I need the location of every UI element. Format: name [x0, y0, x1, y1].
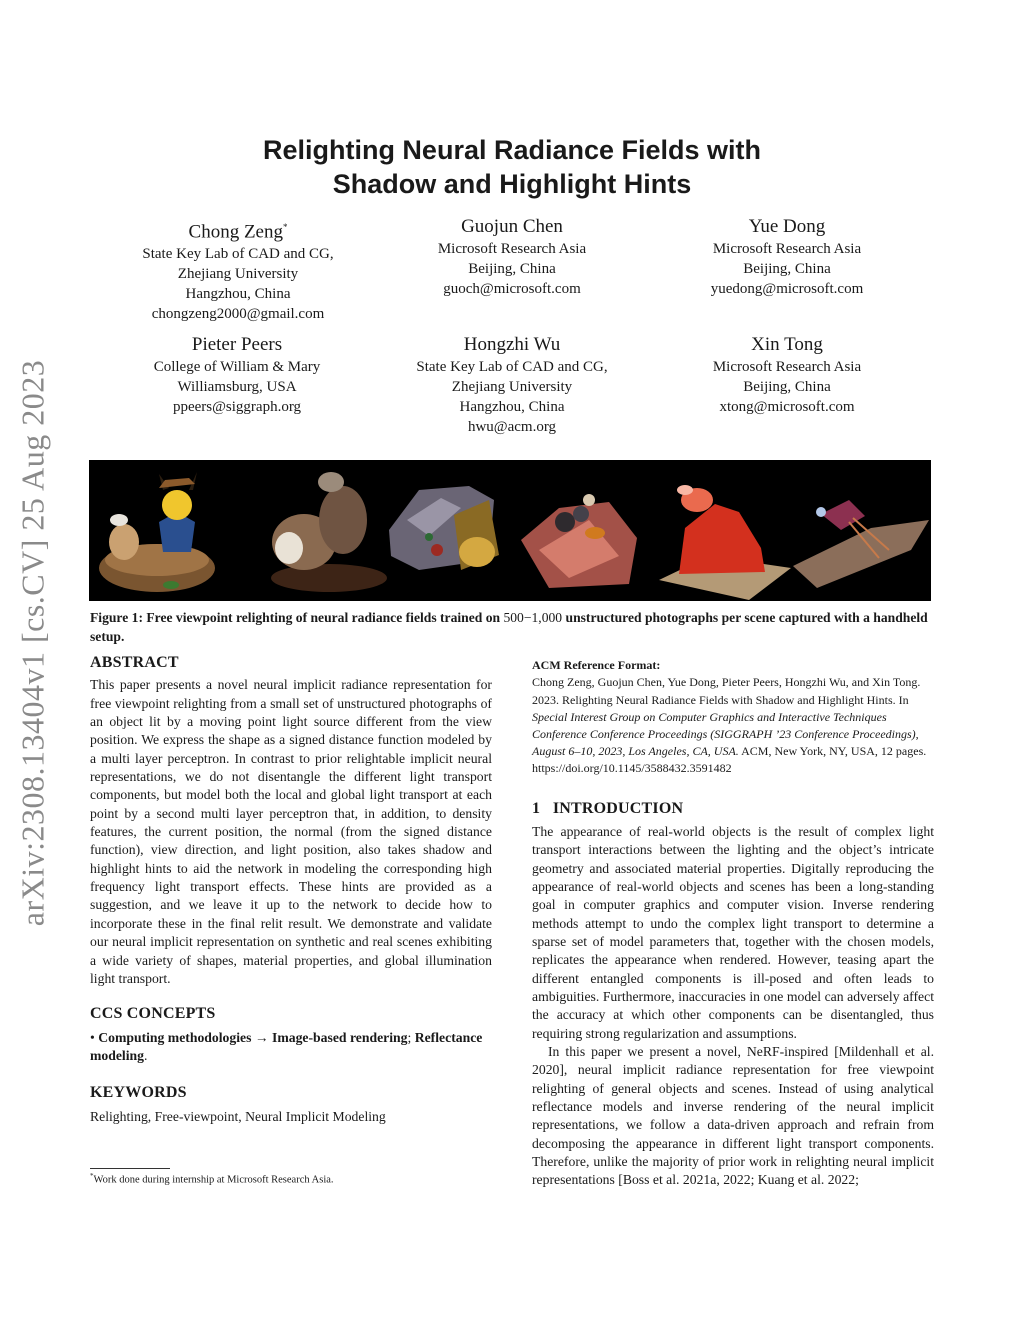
- footnote-rule: [90, 1168, 170, 1169]
- author-email[interactable]: guoch@microsoft.com: [443, 281, 581, 297]
- left-column: [90, 654, 492, 1126]
- introduction-paragraph-2: In this paper we present a novel, NeRF-inspired [Mildenhall et al. 2020], neural implicit radiance representation for free viewpoint relighting of general objects and scenes. Instead of using analytical reflectance models and inverse rendering of the neural implicit representations, we follow a data-driven approach and refrain from decomposing the appearance in different light transport components. Therefore, unlike the majority of prior work in relighting neural implicit representations [Boss et al. 2021a, 2022; Kuang et al. 2022;: [532, 1044, 934, 1188]
- footnote: *Work done during internship at Microsoft Research Asia.: [90, 1172, 334, 1186]
- acm-reference-heading: ACM Reference Format:: [532, 658, 661, 672]
- keywords-heading: KEYWORDS: [90, 1084, 187, 1102]
- author-block: Xin Tong Microsoft Research Asia Beijing, China xtong@microsoft.com: [657, 334, 917, 417]
- ccs-concepts: • Computing methodologies → Image-based rendering; Reflectance modeling.: [90, 1029, 483, 1063]
- author-block: Hongzhi Wu State Key Lab of CAD and CG, Zhejiang University Hangzhou, China hwu@acm.org: [382, 334, 642, 437]
- introduction-heading: 1 INTRODUCTION: [532, 799, 684, 817]
- author-email[interactable]: ppeers@siggraph.org: [172, 399, 302, 415]
- author-name: Pieter Peers: [191, 334, 283, 355]
- footnote-mark: *: [282, 222, 288, 232]
- acm-reference-text: Chong Zeng, Guojun Chen, Yue Dong, Pieter Peers, Hongzhi Wu, and Xin Tong. 2023. Relighting Neural Radiance Fields with Shadow and Highlight Hints. In Special Interest Group on Computer Graphics and Interactive Techniques Conference Conference Proceedings (SIGGRAPH ’23 Conference Proceedings), August 6–10, 2023, Los Angeles, CA, USA. ACM, New York, NY, USA, 12 pages. https://doi.org/10.1145/3588432.3591482: [532, 675, 927, 776]
- teaser-figure: [89, 460, 931, 601]
- author-block: Chong Zeng* State Key Lab of CAD and CG, Zhejiang University Hangzhou, China chongzeng2000@gmail.com: [108, 216, 368, 324]
- figure-caption: Figure 1: Free viewpoint relighting of neural radiance fields trained on 500−1,000 unstructured photographs per scene captured with a handheld setup.: [90, 610, 928, 644]
- author-email[interactable]: hwu@acm.org: [467, 419, 557, 435]
- keywords-text: Relighting, Free-viewpoint, Neural Implicit Modeling: [90, 1108, 386, 1124]
- author-email[interactable]: chongzeng2000@gmail.com: [151, 306, 325, 323]
- author-email[interactable]: yuedong@microsoft.com: [710, 281, 864, 297]
- ccs-heading: CCS CONCEPTS: [90, 1005, 216, 1023]
- right-column: [532, 656, 934, 1190]
- introduction-paragraph-1: The appearance of real-world objects is the result of complex light transport interactions between the lighting and the object’s intricate geometry and associated material properties. Digitally reproducing the appearance of real-world objects and scenes has been a long-standing goal in computer graphics and computer vision. Inverse rendering methods attempt to undo the complex light transport to determine a sparse set of model parameters that, together with the chosen models, replicates the appearance when rendered. However, teasing apart the different entangled components is ill-posed and often leads to ambiguities. Furthermore, inaccuracies in one model can adversely affect the accuracy at which other components can be disentangled, thus requiring strong regularization and assumptions.: [532, 823, 934, 1041]
- arxiv-stamp: arXiv:2308.13404v1 [cs.CV] 25 Aug 2023: [14, 359, 51, 926]
- teaser-image: [89, 460, 931, 601]
- abstract-heading: ABSTRACT: [90, 654, 179, 671]
- author-block: Pieter Peers College of William & Mary Williamsburg, USA ppeers@siggraph.org: [107, 334, 367, 417]
- author-name: Xin Tong: [751, 334, 823, 355]
- author-name: Hongzhi Wu: [463, 334, 561, 355]
- author-name: Guojun Chen: [461, 216, 563, 237]
- author-name: Yue Dong: [748, 216, 826, 237]
- abstract-text: This paper presents a novel neural implicit radiance representation for free viewpoint relighting from a small set of unstructured photographs of an object lit by a moving point light source different from the view position. We express the shape as a signed distance function modeled by a multi layer perceptron. In contrast to prior relightable implicit neural representations, we do not disentangle the different light transport components, but model both the local and global light transport at each point by a second multi layer perceptron that, in addition, to density features, the current position, the normal (from the signed distance function), view direction, and light position, also takes shadow and highlight hints to aid the network in modeling the corresponding high frequency light transport effects. These hints are provided as a suggestion, and we leave it up to the network to decide how to incorporate these in the final relit result. We demonstrate and validate our neural implicit representation on synthetic and real scenes exhibiting a wide variety of shapes, material properties, and global illumination light transport.: [90, 677, 492, 986]
- author-block: Yue Dong Microsoft Research Asia Beijing, China yuedong@microsoft.com: [657, 216, 917, 299]
- paper-title: Relighting Neural Radiance Fields with Shadow and Highlight Hints: [262, 135, 762, 199]
- author-block: Guojun Chen Microsoft Research Asia Beijing, China guoch@microsoft.com: [382, 216, 642, 299]
- author-name: Chong Zeng: [188, 221, 283, 243]
- author-email[interactable]: xtong@microsoft.com: [719, 399, 855, 415]
